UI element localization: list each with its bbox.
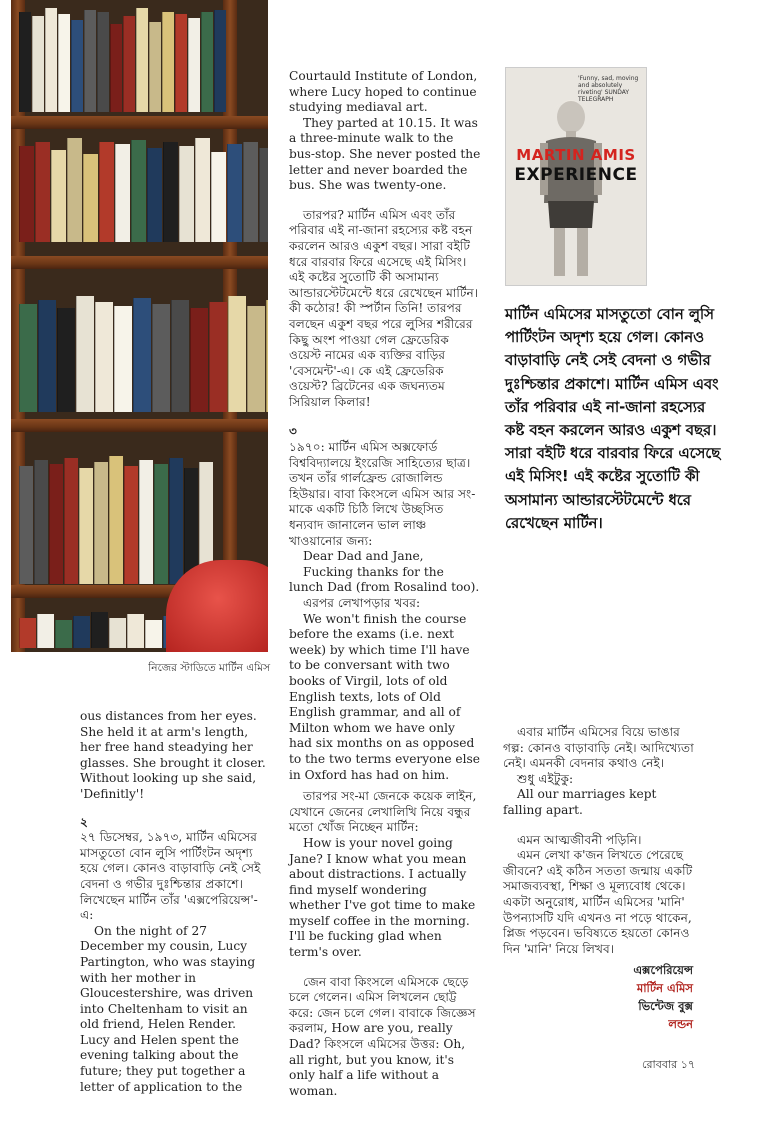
- book-spine: [127, 614, 144, 648]
- book-spine: [243, 142, 258, 242]
- book-spine: [131, 140, 146, 242]
- book-spine: [19, 618, 36, 648]
- book-spine: [139, 460, 153, 584]
- book-spine: [19, 12, 31, 112]
- right-column-bottom: [503, 725, 695, 957]
- book-spine: [49, 464, 63, 584]
- paragraph: তারপর সং-মা জেনকে কয়েক লাইন, যেখানে জেনের লেখালিখি নিয়ে বন্ধুর মতো খোঁজ নিচ্ছেন মার্টিন:: [289, 789, 477, 835]
- cover-author: MARTIN AMIS: [516, 146, 636, 164]
- left-column-bottom: [80, 709, 268, 1095]
- book-spine: [123, 16, 135, 112]
- book-row: [19, 612, 180, 648]
- book-spine: [266, 300, 268, 412]
- book-spine: [147, 148, 162, 242]
- book-spine: [19, 466, 33, 584]
- book-spine: [136, 8, 148, 112]
- book-cover: [505, 67, 647, 286]
- book-spine: [114, 306, 132, 412]
- shelf: [11, 256, 268, 269]
- book-spine: [76, 296, 94, 412]
- book-row: [19, 456, 213, 584]
- book-spine: [99, 142, 114, 242]
- shelf: [11, 116, 268, 129]
- paragraph: Courtauld Institute of London, where Lucy hoped to continue studying mediaval art.: [289, 69, 478, 115]
- book-spine: [110, 24, 122, 112]
- book-spine: [171, 300, 189, 412]
- book-spine: [133, 298, 151, 412]
- book-spine: [152, 304, 170, 412]
- book-spine: [195, 138, 210, 242]
- book-spine: [67, 138, 82, 242]
- credit-author: মার্টিন এমিস: [636, 981, 693, 995]
- page-folio: রোববার ১৭: [642, 1058, 695, 1071]
- paragraph: এরপর লেখাপড়ার খবর:: [303, 596, 421, 610]
- book-spine: [73, 616, 90, 648]
- book-spine: [227, 144, 242, 242]
- book-spine: [64, 458, 78, 584]
- photo-caption: নিজের স্টাডিতে মার্টিন এমিস: [148, 662, 270, 674]
- book-spine: [211, 152, 226, 242]
- paragraph: এমন লেখা ক'জন লিখতে পেরেছে জীবনে? এই কঠিন সততা জন্মায় একটি সমাজব্যবস্থা, শিক্ষা ও মূল্যবোধ থেকে। একটা অনুরোধ, মার্টিন এমিসের 'মানি' উপন্যাসটি যদি এখনও না পড়ে থাকেন, প্লিজ পড়বেন। ভবিষ্যতে হয়তো কোনও দিন 'মানি' নিয়ে লিখব।: [503, 848, 693, 956]
- book-spine: [154, 464, 168, 584]
- book-spine: [163, 142, 178, 242]
- book-spine: [109, 456, 123, 584]
- book-spine: [97, 12, 109, 112]
- book-spine: [57, 308, 75, 412]
- book-spine: [201, 12, 213, 112]
- book-spine: [83, 154, 98, 242]
- book-spine: [124, 466, 138, 584]
- book-spine: [162, 12, 174, 112]
- book-spine: [45, 8, 57, 112]
- book-spine: [35, 142, 50, 242]
- book-spine: [19, 304, 37, 412]
- letter-line: Dear Dad and Jane,: [303, 549, 424, 564]
- shelf: [11, 419, 268, 432]
- section-number: ২: [80, 814, 88, 829]
- book-spine: [145, 620, 162, 648]
- cover-quote: 'Funny, sad, moving and absolutely riveting' SUNDAY TELEGRAPH: [578, 75, 639, 103]
- block-quote: All our marriages kept falling apart.: [503, 787, 657, 817]
- book-spine: [188, 18, 200, 112]
- book-spine: [115, 144, 130, 242]
- book-spine: [19, 146, 34, 242]
- book-spine: [71, 20, 83, 112]
- book-spine: [55, 620, 72, 648]
- block-quote: We won't finish the course before the exams (i.e. next week) by which time I'll have to be conversant with two books of Virgil, lots of old English texts, lots of Old English grammar, and all of Milton whom we have only had six months on as opposed to the two terms everyone else in Oxford has had on him.: [289, 611, 480, 782]
- credit-title: এক্সপেরিয়েন্স: [633, 963, 693, 977]
- book-spine: [228, 296, 246, 412]
- book-spine: [38, 300, 56, 412]
- paragraph: জেন বাবা কিংসলে এমিসকে ছেড়ে চলে গেলেন। এমিস লিখলেন ছোট্ট করে: জেন চলে গেল। বাবাকে জিজ্ঞেস করলাম, How are you, really Dad? কিংসলে এমিসের উত্তর: Oh, all right, but you know, it's only half a life without a woman.: [289, 974, 476, 1098]
- book-spine: [51, 150, 66, 242]
- book-spine: [94, 462, 108, 584]
- book-spine: [58, 14, 70, 112]
- book-spine: [190, 308, 208, 412]
- cover-title: EXPERIENCE: [514, 165, 638, 185]
- book-spine: [179, 146, 194, 242]
- paragraph: এমন আত্মজীবনী পড়িনি।: [517, 832, 642, 847]
- block-quote: On the night of 27 December my cousin, Lucy Partington, who was staying with her mother in Gloucestershire, was driven into Cheltenham to visit an old friend, Helen Render. Lucy and Helen spent the evening talking about the future; they put together a letter of application to the: [80, 923, 256, 1094]
- book-spine: [37, 614, 54, 648]
- book-spine: [91, 612, 108, 648]
- book-row: [19, 296, 268, 412]
- paragraph: ২৭ ডিসেম্বর, ১৯৭৩, মার্টিন এমিসের মাসতুতো বোন লুসি পার্টিংটন অদৃশ্য হয়ে গেল। কোনও বাড়াবাড়ি নেই সেই বেদনা ও গভীর দুঃশ্চিন্তার প্রকাশে। লিখেছেন মার্টিন তাঁর 'এক্সপেরিয়েন্স'-এ:: [80, 830, 261, 923]
- paragraph: ous distances from her eyes. She held it at arm's length, her free hand steadying her glasses. She brought it closer. Without looking up she said, 'Definitly'!: [80, 709, 266, 801]
- book-spine: [95, 302, 113, 412]
- block-quote: How is your novel going Jane? I know what you mean about distractions. I actually find myself wondering whether I've got time to make myself coffee in the morning. I'll be fucking glad when term's over.: [289, 835, 476, 960]
- middle-column-top: [289, 69, 481, 1099]
- paragraph: শুধু এইটুকু:: [517, 771, 574, 786]
- book-spine: [109, 618, 126, 648]
- section-number: ৩: [289, 424, 297, 439]
- book-spine: [34, 460, 48, 584]
- book-spine: [214, 10, 226, 112]
- book-spine: [175, 14, 187, 112]
- paragraph: ১৯৭০: মার্টিন এমিস অক্সফোর্ড বিশ্ববিদ্যালয়ে ইংরেজি সাহিত্যের ছাত্র। তখন তাঁর গার্লফ্রেন্ড রোজালিন্ড হিউয়ার। বাবা কিংসলে এমিস আর সং-মাকে একটি চিঠি লিখে উচ্ছসিত ধন্যবাদ জানালেন ভাল লাঞ্চ খাওয়ানোর জন্য:: [289, 440, 476, 548]
- bookshelf-photo: [11, 0, 268, 652]
- book-row: [19, 138, 268, 242]
- book-spine: [79, 468, 93, 584]
- credit-city: লন্ডন: [668, 1017, 693, 1031]
- book-spine: [259, 148, 268, 242]
- boy-figure: [536, 93, 606, 285]
- letter-line: Fucking thanks for the lunch Dad (from Rosalind too).: [289, 564, 480, 595]
- book-spine: [209, 302, 227, 412]
- pull-quote: মার্টিন এমিসের মাসতুতো বোন লুসি পার্টিংটন অদৃশ্য হয়ে গেল। কোনও বাড়াবাড়ি নেই সেই বেদনা ও গভীর দুঃশ্চিন্তার প্রকাশে। মার্টিন এমিস এবং তাঁর পরিবার এই না-জানা রহস্যের কষ্ট বহন করলেন আরও একুশ বছর। সারা বইটি ধরে বারবার ফিরে এসেছে এই মিসিং! এই কষ্টের সুতোটি কী অসামান্য আন্ডারস্টেটমেন্টে ধরে রেখেছেন মার্টিন।: [505, 306, 721, 532]
- book-spine: [169, 458, 183, 584]
- book-spine: [247, 306, 265, 412]
- credit-publisher: ভিন্টেজ বুক্স: [638, 999, 693, 1013]
- paragraph: They parted at 10.15. It was a three-minute walk to the bus-stop. She never posted the letter and never boarded the bus. She was twenty-one.: [289, 115, 481, 193]
- book-spine: [149, 22, 161, 112]
- paragraph: এবার মার্টিন এমিসের বিয়ে ভাঙার গল্প: কোনও বাড়াবাড়ি নেই। আদিখ্যেতা নেই। এমনকী বেদনার কথাও নেই।: [503, 725, 694, 771]
- paragraph: তারপর? মার্টিন এমিস এবং তাঁর পরিবার এই না-জানা রহস্যের কষ্ট বহন করলেন আরও একুশ বছর। সারা বইটি ধরে বারবার ফিরে এসেছে এই মিসিং। এই কষ্টের সুতোটি কী অসামান্য আন্ডারস্টেটমেন্টে ধরে রেখেছেন মার্টিন। কী কঠোর! কী স্পর্টান তিনি! তারপর বলছেন একুশ বছর পরে লুসির শরীরের কিছু অংশ পাওয়া গেল ফ্রেডেরিক ওয়েস্ট নামের এক ব্যক্তির বাড়ির 'বেসমেন্ট'-এ। কে এই ফ্রেডেরিক ওয়েস্ট? ব্রিটেনের এক জঘন্যতম সিরিয়াল কিলার!: [289, 207, 479, 409]
- book-credits: [560, 961, 693, 1033]
- book-spine: [84, 10, 96, 112]
- book-row: [19, 8, 226, 112]
- book-spine: [32, 16, 44, 112]
